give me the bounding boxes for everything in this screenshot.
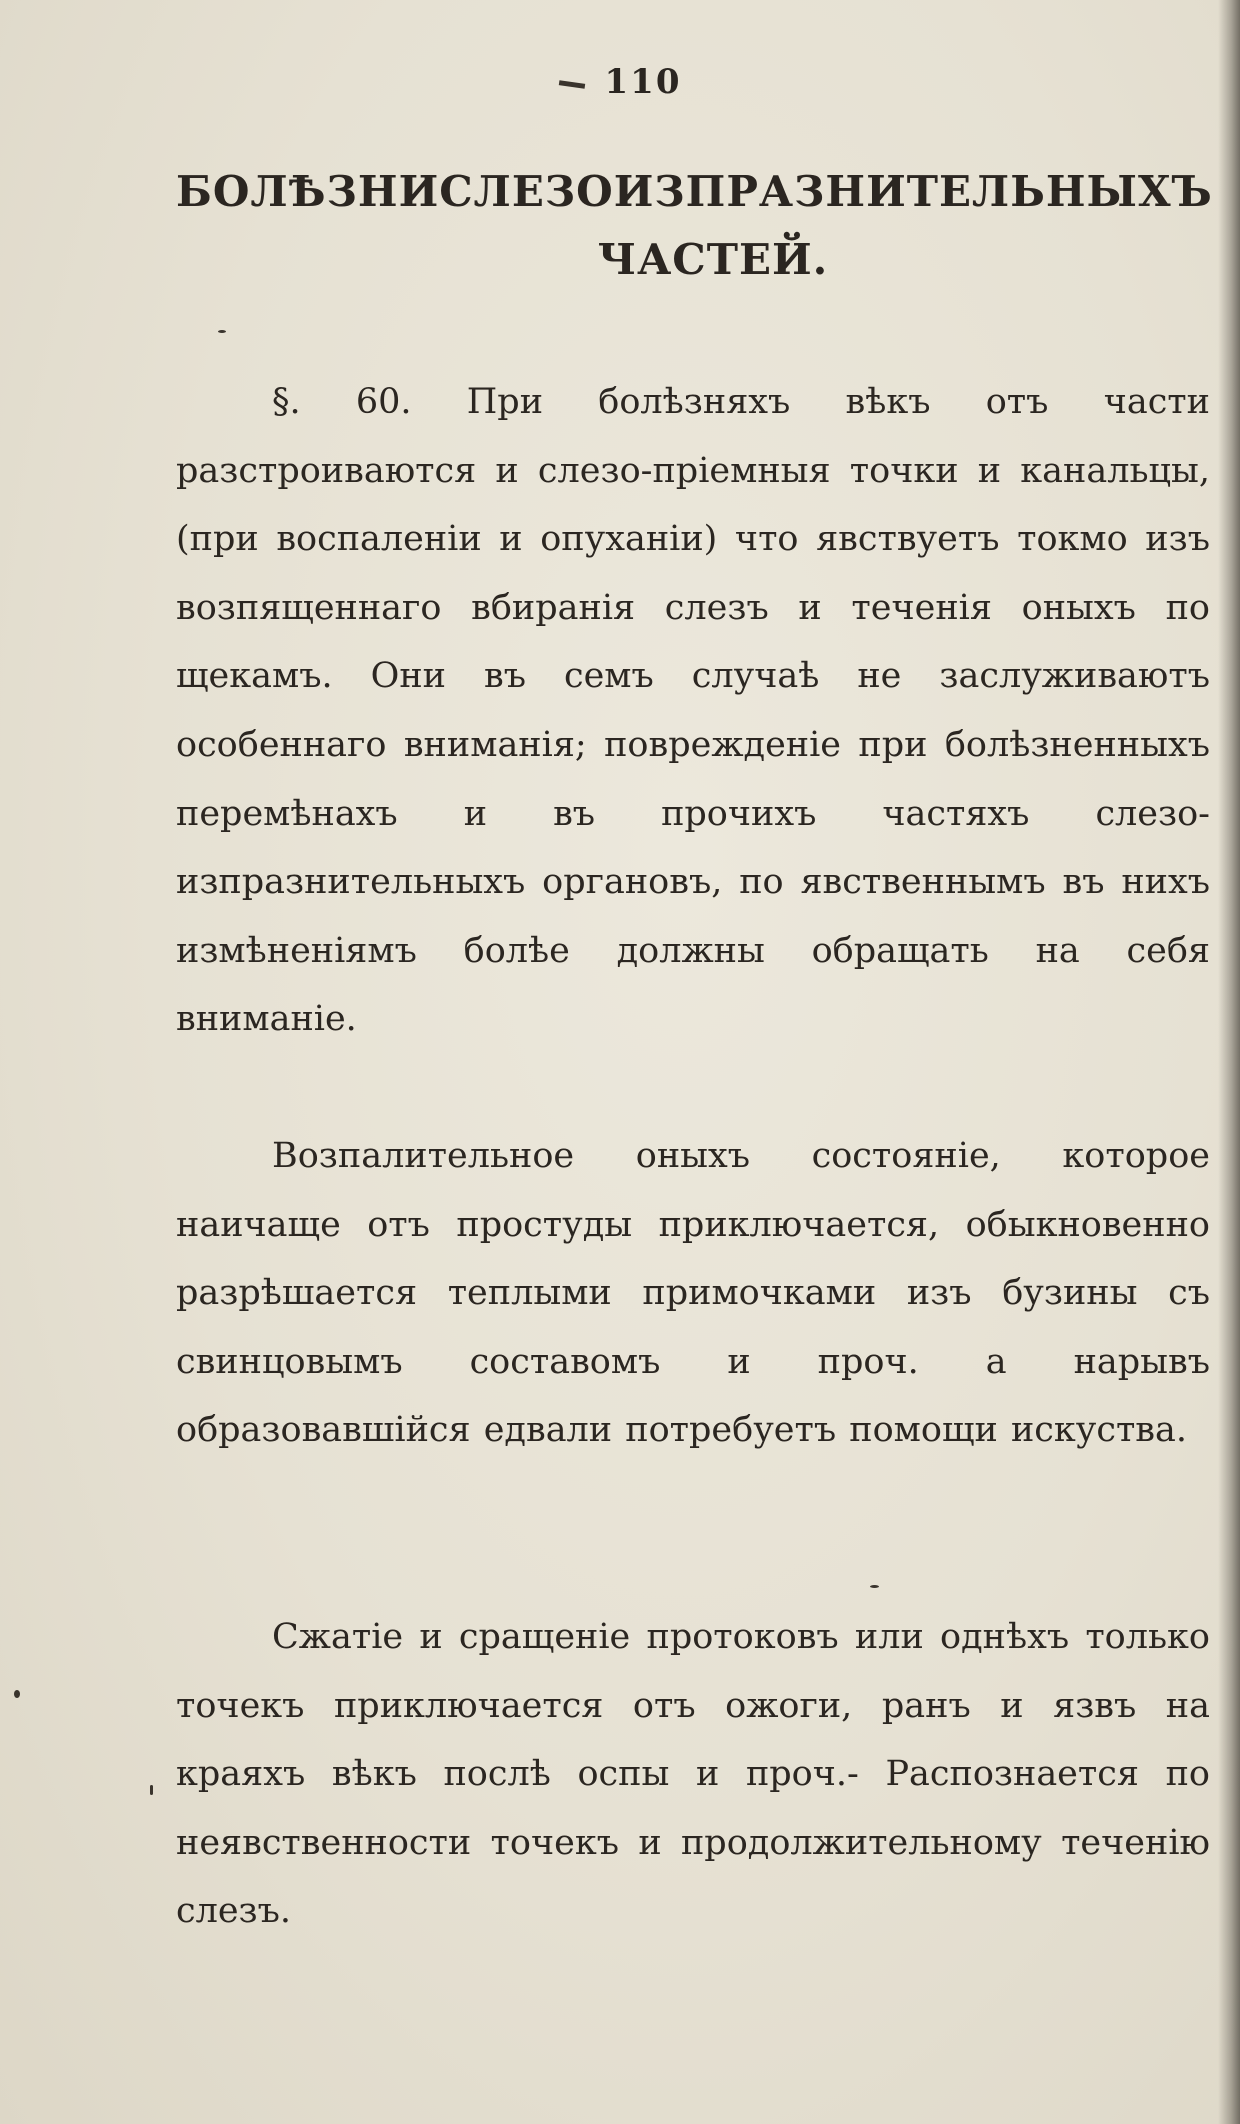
chapter-title xyxy=(176,158,1213,294)
paragraph-3-text: Сжатіе и сращеніе протоковъ или однѣхъ только точекъ приключается отъ ожоги, ранъ и язвъ на краяхъ вѣкъ послѣ оспы и проч.- Распознается по неявственности точекъ и продолжительному теченію слезъ. xyxy=(176,1617,1210,1932)
chapter-title-line-2: ЧАСТЕЙ. xyxy=(597,235,829,284)
paragraph-1-text: §. 60. При болѣзняхъ вѣкъ отъ части разстроиваются и слезо-пріемныя точки и канальцы, (при воспаленіи и опуханіи) что явствуетъ токмо изъ возпященнаго вбиранія слезъ и теченія оныхъ по щекамъ. Они въ семъ случаѣ не заслуживаютъ особеннаго вниманія; поврежденіе при болѣзненныхъ перемѣнахъ и въ прочихъ частяхъ слезо-изпразнительныхъ органовъ, по явственнымъ въ нихъ измѣненіямъ болѣе должны обращать на себя вниманіе. xyxy=(176,382,1210,1040)
paragraph-2 xyxy=(176,1122,1210,1465)
chapter-title-word-1: БОЛѢЗНИ xyxy=(176,167,440,216)
paragraph-2-text: Возпалительное оныхъ состояніе, которое наичаще отъ простуды приключается, обыкновенно разрѣшается теплыми примочками изъ бузины съ свинцовымъ составомъ и проч. а нарывъ образовавшійся едвали потребуетъ помощи искуства. xyxy=(176,1136,1210,1451)
chapter-title-line-1 xyxy=(176,158,1213,226)
page-number-ornament xyxy=(558,80,584,89)
paragraph-1 xyxy=(176,368,1210,1054)
ink-speck xyxy=(14,1690,20,1698)
paragraph-3 xyxy=(176,1603,1210,1946)
chapter-title-word-2: СЛЕЗОИЗПРАЗНИТЕЛЬНЫХЪ xyxy=(439,167,1213,216)
page-number xyxy=(0,62,1240,102)
ink-speck xyxy=(150,1785,153,1795)
page-number-text: 110 xyxy=(604,62,682,102)
ink-speck xyxy=(870,1585,879,1588)
ink-speck xyxy=(218,330,226,333)
